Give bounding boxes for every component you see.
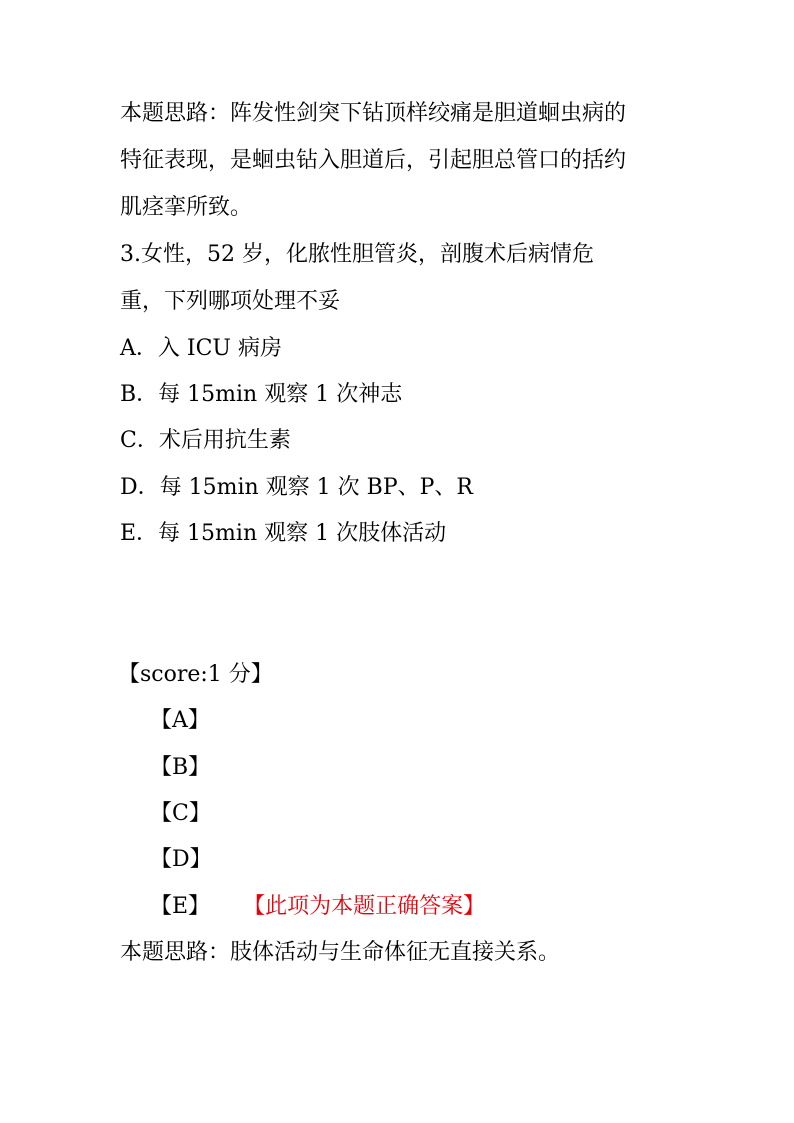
question-stem-line-2: 重，下列哪项处理不妥 xyxy=(120,289,341,314)
prev-analysis-line-2: 特征表现，是蛔虫钻入胆道后，引起胆总管口的括约 xyxy=(120,148,627,173)
option-c: C．术后用抗生素 xyxy=(120,428,291,453)
answer-choice-c: 【C】 xyxy=(150,801,211,826)
answer-choice-e-row xyxy=(150,894,485,920)
analysis-text: 本题思路：肢体活动与生命体征无直接关系。 xyxy=(120,940,561,965)
option-b: B．每 15min 观察 1 次神志 xyxy=(120,382,403,407)
prev-analysis-line-1: 本题思路：阵发性剑突下钻顶样绞痛是胆道蛔虫病的 xyxy=(120,101,627,126)
question-stem-line-1: 3.女性，52 岁，化脓性胆管炎，剖腹术后病情危 xyxy=(120,242,594,267)
option-a: A．入 ICU 病房 xyxy=(120,336,282,361)
answer-choice-a: 【A】 xyxy=(150,708,210,733)
answer-choice-e: 【E】 xyxy=(150,894,211,919)
prev-analysis-line-3: 肌痉挛所致。 xyxy=(120,195,253,220)
option-e: E．每 15min 观察 1 次肢体活动 xyxy=(120,521,447,546)
answer-choice-b: 【B】 xyxy=(150,755,211,780)
answer-choice-d: 【D】 xyxy=(150,847,212,872)
score-label: 【score:1 分】 xyxy=(118,662,273,687)
option-d: D．每 15min 观察 1 次 BP、P、R xyxy=(120,475,473,500)
correct-answer-note: 【此项为本题正确答案】 xyxy=(254,894,486,919)
